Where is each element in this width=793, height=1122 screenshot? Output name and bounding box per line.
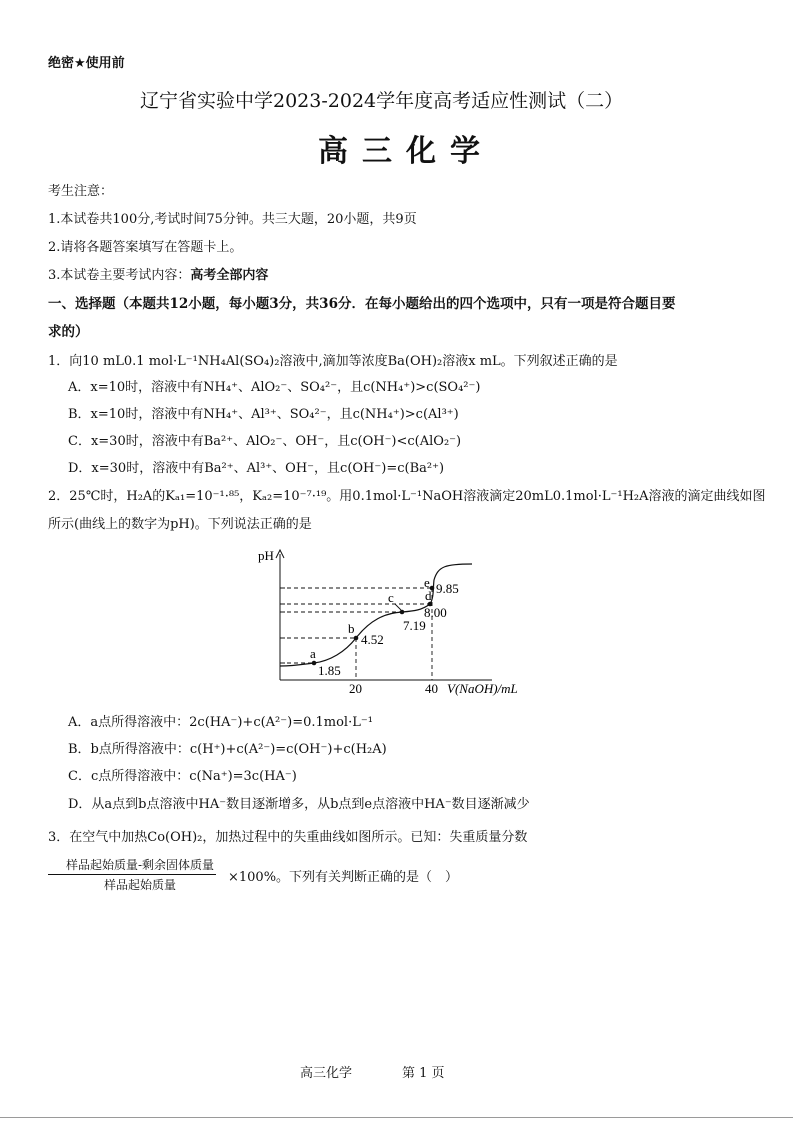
notice-item-3-text: 3.本试卷主要考试内容： (48, 268, 191, 283)
point-a-label: a (310, 646, 316, 661)
q1-stem: 1．向10 mL0.1 mol·L⁻¹NH₄Al(SO₄)₂溶液中,滴加等浓度Ba(OH)₂溶液x mL。下列叙述正确的是 (48, 354, 618, 369)
q1-option-d: D．x=30时，溶液中有Ba²⁺、Al³⁺、OH⁻，且c(OH⁻)=c(Ba²⁺) (68, 461, 445, 476)
footer-subject: 高三化学 (300, 1066, 353, 1081)
point-d-label: d (425, 588, 432, 603)
notice-item-3-bold: 高考全部内容 (190, 268, 269, 283)
point-b (354, 636, 359, 641)
point-c-pointer (395, 604, 401, 610)
q1-option-b: B．x=10时，溶液中有NH₄⁺、Al³⁺、SO₄²⁻，且c(NH₄⁺)>c(Al³⁺) (68, 407, 459, 422)
point-c-ph: 7.19 (403, 618, 426, 633)
point-d-ph: 8.00 (424, 605, 447, 620)
q2-option-c: C．c点所得溶液中：c(Na⁺)=3c(HA⁻) (68, 769, 297, 784)
point-e-ph: 9.85 (436, 581, 459, 596)
notice-item-2: 2.请将各题答案填写在答题卡上。 (48, 240, 243, 255)
q2-option-d: D．从a点到b点溶液中HA⁻数目逐渐增多，从b点到e点溶液中HA⁻数目逐渐减少 (68, 797, 530, 812)
section-1-heading: 一、选择题（本题共12小题，每小题3分，共36分．在每小题给出的四个选项中，只有一项是符合题目要 (48, 296, 676, 312)
subject-title: 高三化学 (318, 134, 494, 169)
q1-option-c: C．x=30时，溶液中有Ba²⁺、AlO₂⁻、OH⁻，且c(OH⁻)<c(AlO₂⁻) (68, 434, 462, 449)
exam-title: 辽宁省实验中学2023-2024学年度高考适应性测试（二） (140, 90, 624, 112)
guide-lines (280, 588, 432, 680)
q1-option-a: A．x=10时，溶液中有NH₄⁺、AlO₂⁻、SO₄²⁻，且c(NH₄⁺)>c(SO₄²⁻) (68, 380, 481, 395)
point-a (312, 661, 317, 666)
q3-fraction-numerator: 样品起始质量-剩余固体质量 (65, 858, 215, 872)
x-axis-label: V(NaOH)/mL (447, 681, 518, 696)
q3-stem: 3．在空气中加热Co(OH)₂，加热过程中的失重曲线如图所示。已知：失重质量分数 (48, 830, 528, 845)
confidential-label: 绝密★使用前 (48, 56, 125, 71)
notice-item-3 (48, 264, 268, 283)
x-tick-20: 20 (349, 681, 362, 696)
section-1-heading-cont: 求的） (48, 324, 89, 340)
point-b-label: b (348, 621, 355, 636)
bottom-divider (0, 1117, 793, 1118)
point-c (400, 610, 405, 615)
notice-heading: 考生注意： (48, 184, 114, 199)
point-e-label: e (424, 575, 430, 590)
q2-option-a: A．a点所得溶液中：2c(HA⁻)+c(A²⁻)=0.1mol·L⁻¹ (68, 715, 373, 730)
titration-chart (250, 540, 540, 700)
point-b-ph: 4.52 (361, 632, 384, 647)
q3-fraction (48, 856, 224, 893)
q2-stem-line-1: 2．25℃时，H₂A的Kₐ₁=10⁻¹·⁸⁵，Kₐ₂=10⁻⁷·¹⁹。用0.1mol·L⁻¹NaOH溶液滴定20mL0.1mol·L⁻¹H₂A溶液的滴定曲线如图 (48, 489, 766, 504)
q2-option-b: B．b点所得溶液中：c(H⁺)+c(A²⁻)=c(OH⁻)+c(H₂A) (68, 742, 387, 757)
point-c-label: c (388, 590, 394, 605)
q3-stem-tail: ×100%。下列有关判断正确的是（ ） (228, 870, 459, 885)
q3-fraction-denominator: 样品起始质量 (103, 878, 176, 892)
notice-item-1: 1.本试卷共100分,考试时间75分钟。共三大题，20小题，共9页 (48, 212, 417, 227)
x-tick-40: 40 (425, 681, 438, 696)
q3-fraction-bar (48, 874, 216, 875)
y-ticks (280, 588, 285, 663)
point-a-ph: 1.85 (318, 663, 341, 678)
footer-page-number: 第 1 页 (402, 1066, 445, 1081)
q2-stem-line-2: 所示(曲线上的数字为pH)。下列说法正确的是 (48, 517, 312, 532)
y-axis-label: pH (258, 548, 274, 563)
